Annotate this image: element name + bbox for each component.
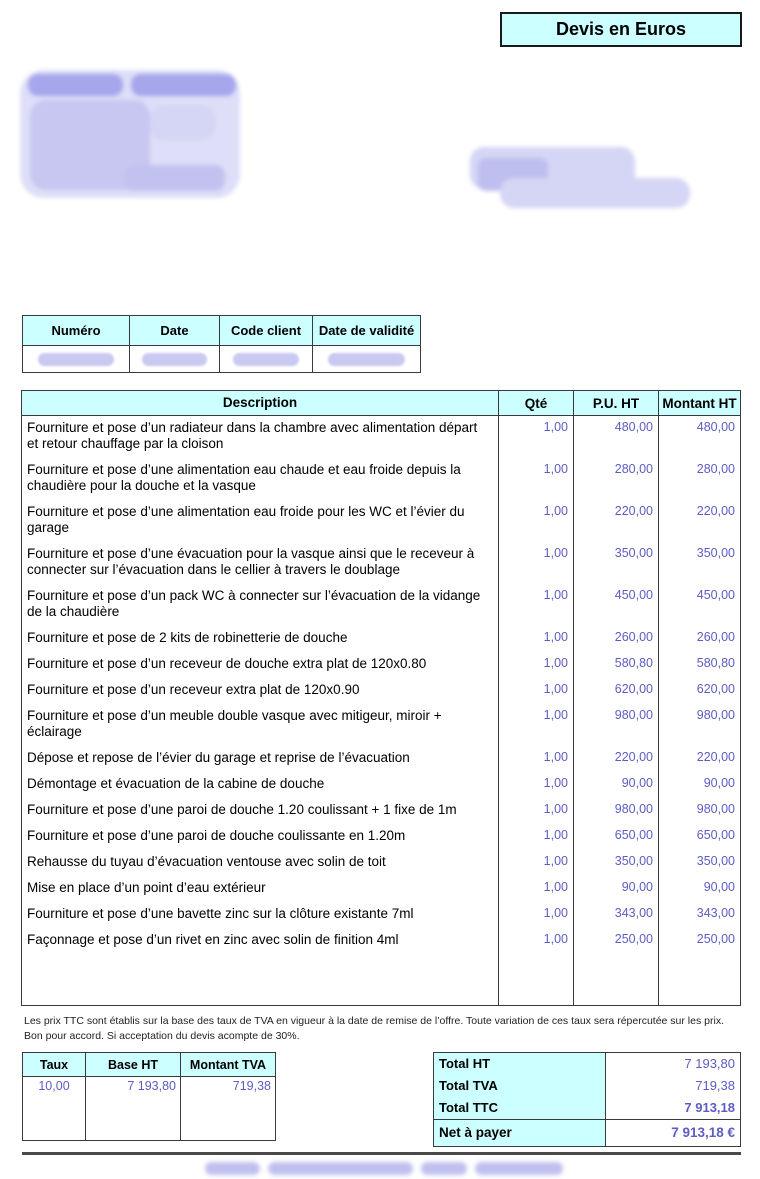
item-row <box>22 542 740 584</box>
empty-cell <box>659 954 740 1005</box>
item-amount: 250,00 <box>696 932 735 946</box>
net-to-pay-label: Net à payer <box>434 1120 606 1146</box>
vat-table <box>22 1052 276 1141</box>
item-unit-price: 350,00 <box>574 542 659 584</box>
items-col-qty: Qté <box>499 391 574 415</box>
item-row <box>22 902 740 928</box>
totals-table <box>433 1052 741 1147</box>
item-description: Fourniture et pose d’un pack WC à connecter sur l’évacuation de la vidange de la chaudière <box>22 584 499 626</box>
items-table-body <box>22 416 740 1005</box>
redaction-blob <box>233 353 299 366</box>
item-description: Fourniture et pose d’une paroi de douche coulissante en 1.20m <box>22 824 499 850</box>
item-qty: 1,00 <box>499 626 574 652</box>
item-qty: 1,00 <box>499 850 574 876</box>
item-unit-price: 650,00 <box>574 824 659 850</box>
item-row <box>22 704 740 746</box>
item-amount: 650,00 <box>696 828 735 842</box>
item-unit-price: 90,00 <box>574 876 659 902</box>
item-qty: 1,00 <box>499 772 574 798</box>
total-label: Total HT <box>434 1053 606 1075</box>
items-col-unit-price: P.U. HT <box>574 391 659 415</box>
total-value: 7 913,18 <box>684 1100 735 1115</box>
item-unit-price: 450,00 <box>574 584 659 626</box>
item-row <box>22 850 740 876</box>
vat-rate: 10,00 <box>23 1077 86 1140</box>
totals-rows <box>434 1053 740 1119</box>
meta-col-code-client: Code client <box>220 316 313 345</box>
item-amount: 220,00 <box>696 750 735 764</box>
item-unit-price: 220,00 <box>574 500 659 542</box>
item-amount: 220,00 <box>696 504 735 518</box>
item-amount: 480,00 <box>696 420 735 434</box>
meta-col-date: Date <box>130 316 220 345</box>
redaction-blob <box>475 1162 563 1175</box>
empty-cell <box>499 954 574 1005</box>
total-value: 719,38 <box>695 1078 735 1093</box>
item-description: Fourniture et pose d’une alimentation eau froide pour les WC et l’évier du garage <box>22 500 499 542</box>
item-description: Rehausse du tuyau d’évacuation ventouse avec solin de toit <box>22 850 499 876</box>
item-row <box>22 584 740 626</box>
meta-value-code-client-redacted <box>220 346 313 372</box>
item-amount: 980,00 <box>696 802 735 816</box>
item-amount: 350,00 <box>696 546 735 560</box>
item-row <box>22 798 740 824</box>
document-title: Devis en Euros <box>555 19 687 39</box>
item-description: Fourniture et pose d’un receveur extra plat de 120x0.90 <box>22 678 499 704</box>
item-description: Démontage et évacuation de la cabine de douche <box>22 772 499 798</box>
footer-info-redacted <box>0 1162 760 1176</box>
item-description: Fourniture et pose d’une évacuation pour la vasque ainsi que le receveur à connecter sur l’évacuation dans le cellier à travers le doublage <box>22 542 499 584</box>
item-amount: 580,80 <box>696 656 735 670</box>
item-amount: 450,00 <box>696 588 735 602</box>
item-description: Fourniture et pose d’une alimentation eau chaude et eau froide depuis la chaudière pour la douche et la vasque <box>22 458 499 500</box>
item-description: Fourniture et pose de 2 kits de robinetterie de douche <box>22 626 499 652</box>
redaction-blob <box>500 178 690 208</box>
item-row <box>22 458 740 500</box>
item-unit-price: 220,00 <box>574 746 659 772</box>
items-col-description: Description <box>22 391 499 415</box>
item-description: Fourniture et pose d’une paroi de douche 1.20 coulissant + 1 fixe de 1m <box>22 798 499 824</box>
item-row <box>22 876 740 902</box>
item-qty: 1,00 <box>499 902 574 928</box>
item-amount: 350,00 <box>696 854 735 868</box>
redaction-blob <box>328 353 405 366</box>
redaction-blob <box>421 1162 467 1175</box>
client-info-redacted <box>468 145 693 213</box>
item-description: Mise en place d’un point d’eau extérieur <box>22 876 499 902</box>
item-unit-price: 480,00 <box>574 416 659 458</box>
item-unit-price: 343,00 <box>574 902 659 928</box>
net-to-pay-row <box>434 1119 740 1146</box>
item-qty: 1,00 <box>499 798 574 824</box>
items-empty-space <box>22 954 740 1005</box>
quote-meta-table <box>22 315 421 373</box>
item-unit-price: 980,00 <box>574 704 659 746</box>
total-value: 7 193,80 <box>684 1056 735 1071</box>
total-row <box>434 1075 740 1097</box>
item-unit-price: 620,00 <box>574 678 659 704</box>
item-qty: 1,00 <box>499 500 574 542</box>
redaction-blob <box>205 1162 260 1175</box>
vat-col-taux: Taux <box>23 1053 86 1076</box>
net-to-pay-value: 7 913,18 € <box>671 1125 735 1140</box>
terms-note: Les prix TTC sont établis sur la base des taux de TVA en vigueur à la date de remise de l’offre. Toute variation de ces taux sera répercutée sur les prix. Bon pour accord. Si acceptation du devis acompte de 30%. <box>24 1015 724 1042</box>
item-row <box>22 772 740 798</box>
vat-col-montant-tva: Montant TVA <box>181 1053 275 1076</box>
vat-amount: 719,38 <box>232 1079 271 1093</box>
meta-header-row <box>23 316 420 346</box>
meta-value-validite-redacted <box>313 346 420 372</box>
item-row <box>22 678 740 704</box>
vat-header-row <box>23 1053 275 1077</box>
items-table <box>21 390 741 1006</box>
redaction-blob <box>131 74 236 96</box>
empty-cell <box>574 954 659 1005</box>
item-description: Fourniture et pose d’un receveur de douche extra plat de 120x0.80 <box>22 652 499 678</box>
item-row <box>22 626 740 652</box>
footer-divider <box>22 1152 741 1155</box>
item-qty: 1,00 <box>499 928 574 954</box>
redaction-blob <box>125 165 225 191</box>
document-title-box <box>500 12 742 47</box>
item-row <box>22 746 740 772</box>
total-row <box>434 1053 740 1075</box>
meta-col-validite: Date de validité <box>313 316 420 345</box>
item-row <box>22 500 740 542</box>
redaction-blob <box>150 105 215 140</box>
redaction-blob <box>268 1162 413 1175</box>
item-amount: 260,00 <box>696 630 735 644</box>
item-unit-price: 980,00 <box>574 798 659 824</box>
total-label: Total TVA <box>434 1075 606 1097</box>
item-qty: 1,00 <box>499 458 574 500</box>
item-qty: 1,00 <box>499 416 574 458</box>
total-label: Total TTC <box>434 1097 606 1119</box>
vat-base-ht: 7 193,80 <box>86 1077 181 1140</box>
item-row <box>22 652 740 678</box>
item-unit-price: 350,00 <box>574 850 659 876</box>
item-description: Fourniture et pose d’un radiateur dans la chambre avec alimentation départ et retour chauffage par la cloison <box>22 416 499 458</box>
vat-col-base-ht: Base HT <box>86 1053 181 1076</box>
item-amount: 280,00 <box>696 462 735 476</box>
item-description: Façonnage et pose d’un rivet en zinc avec solin de finition 4ml <box>22 928 499 954</box>
meta-col-numero: Numéro <box>23 316 130 345</box>
item-amount: 90,00 <box>703 776 735 790</box>
item-unit-price: 260,00 <box>574 626 659 652</box>
item-row <box>22 416 740 458</box>
item-qty: 1,00 <box>499 542 574 584</box>
item-unit-price: 580,80 <box>574 652 659 678</box>
item-qty: 1,00 <box>499 824 574 850</box>
meta-values-row <box>23 346 420 372</box>
redaction-blob <box>28 74 123 96</box>
item-description: Fourniture et pose d’un meuble double vasque avec mitigeur, miroir + éclairage <box>22 704 499 746</box>
item-qty: 1,00 <box>499 746 574 772</box>
item-qty: 1,00 <box>499 652 574 678</box>
redaction-blob <box>38 353 114 366</box>
item-row <box>22 928 740 954</box>
meta-value-date-redacted <box>130 346 220 372</box>
item-amount: 620,00 <box>696 682 735 696</box>
item-unit-price: 250,00 <box>574 928 659 954</box>
item-qty: 1,00 <box>499 704 574 746</box>
meta-value-numero-redacted <box>23 346 130 372</box>
items-col-amount: Montant HT <box>662 395 737 411</box>
empty-cell <box>22 954 499 1005</box>
item-unit-price: 90,00 <box>574 772 659 798</box>
item-row <box>22 824 740 850</box>
item-amount: 980,00 <box>696 708 735 722</box>
vat-values-row <box>23 1077 275 1140</box>
item-description: Fourniture et pose d’une bavette zinc sur la clôture existante 7ml <box>22 902 499 928</box>
item-amount: 90,00 <box>703 880 735 894</box>
item-qty: 1,00 <box>499 584 574 626</box>
item-amount: 343,00 <box>696 906 735 920</box>
company-info-redacted <box>15 66 255 204</box>
total-row <box>434 1097 740 1119</box>
item-qty: 1,00 <box>499 876 574 902</box>
item-unit-price: 280,00 <box>574 458 659 500</box>
item-description: Dépose et repose de l’évier du garage et reprise de l’évacuation <box>22 746 499 772</box>
redaction-blob <box>142 353 206 366</box>
item-qty: 1,00 <box>499 678 574 704</box>
items-header-row <box>22 391 740 416</box>
